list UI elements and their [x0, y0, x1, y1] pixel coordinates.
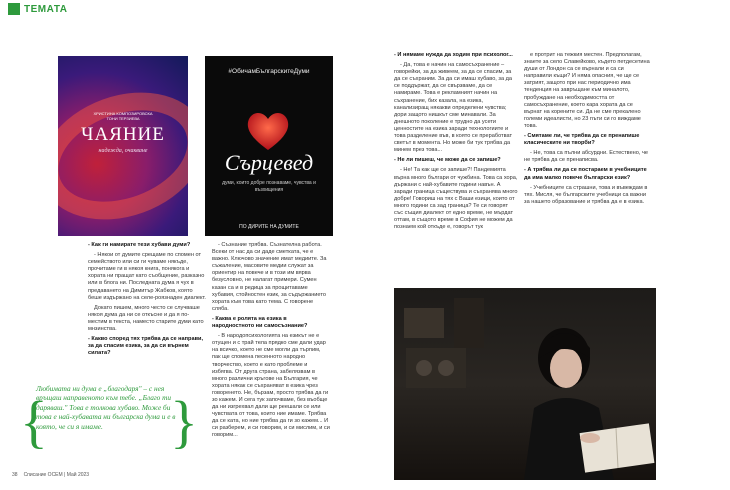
- interview-question: - И нямаме нужда да ходим при психолог...: [394, 52, 513, 58]
- photo-illustration: [394, 288, 656, 480]
- section-label: ТЕМАТА: [24, 3, 68, 15]
- cover-hashtag: #ОбичамБългарскитеДуми: [228, 68, 310, 75]
- cover-authors: ХРИСТИНА КОМПОЗИРОВСКА ТОНИ ТЕРЗИЕВА: [93, 111, 153, 121]
- magazine-name: Списание ОСЕМ | Май 2023: [23, 472, 90, 478]
- pull-quote: [20, 380, 198, 466]
- page-number: 38: [12, 472, 18, 478]
- quote-open-brace-icon: {: [20, 389, 48, 454]
- interview-answer: - Не! Та как ще се запише?! Пандемията върна много българи от чужбина. Това са хора, държани с най-хубавите години навън. А заради граница съществува и съхранява много добре! Говориш на тях с Ваши езици, които от много години са зад граница? Те си говорят със същия диалект от едно време, не мърдат оттам, в същото време в София не можем да познаем кой откъде е, говорът тук: [394, 167, 518, 231]
- interview-question: - Как ги намирате тези хубави думи?: [88, 242, 191, 248]
- quote-close-brace-icon: }: [170, 389, 198, 454]
- article-column-4: [524, 52, 650, 209]
- interview-question: - А трябва ли да се постараем в учебниците да има малко повече български език?: [524, 167, 647, 181]
- interview-photo: [394, 288, 656, 480]
- cover-bottom-label: ПО ДИРИТЕ НА ДУМИТЕ: [239, 224, 299, 230]
- interview-answer: - Съзнание трябва. Съзнателна работа. Всеки от нас да си даде сметката, че е важно. Ключово значение имат медиите. За съжаление, масовите медии служат за ориентир на повече и в този им вярва безусловно, не налагат примери. Сумен казан са и в редица за прощитаваме хубавия, стойностен език, за съдържанието хората към това като тема. С говорене сляба.: [212, 242, 327, 312]
- article-column-2: [212, 242, 330, 443]
- section-header: [0, 0, 68, 18]
- cover-title: ЧАЯНИЕ: [81, 124, 165, 145]
- interview-answer: - Не, това са пълни абсурдни. Естествено, че не трябва да се пренаписва.: [524, 150, 649, 164]
- interview-question: - Не ли пишеш, че може да се запише?: [394, 157, 501, 164]
- interview-question: - Какво според тях трябва да се направи, за да спасим езика, за да си върнем силата?: [88, 336, 204, 357]
- interview-answer: е протрит на тежкия местен. Предполагам, знаете за село Славейково, където петдесетина души от Лондон са се върнали и са си направили къщи? И няма опасния, че ще се затрият, защото при нас периодично има тенденция на завръщане към миналото, пробуждане на необходимостта от самосъхранение, което кара хората да се върнат на корените си. Да не сме прекалено големи идеалисти, но 23 пъти си го виждаме това.: [524, 52, 650, 129]
- pull-quote-text: Любимата ни дума е „благодаря" – с нея връщаш направеното към тебе. „Благо ти даряваш." Това е толкова хубаво. Може би това е най-хубавата ни българска дума и е в която, че си я имаме.: [36, 384, 176, 431]
- article-column-1: [88, 242, 206, 360]
- article-column-3: [394, 52, 518, 234]
- interview-answer: - Да, това е начин на самосъхранение – говорейки, за да живеем, за да се спасим, за да се съхраним. За да си имаш хубаво, за да се поддържат, да се свързваме, да се намираме. Това е рекламният начин на съхранение, бих казала, на езика, канализиращ някакви определени чувства; дори защото нишкът сме минавали. За днешното поколение е трудно да усети ценностите на езика заради технологиите и това разделение във, в която се преработват светът в момента. Но може би тук трябва да минем през това...: [394, 62, 513, 154]
- cover-subtitle: думи, които добре познаваме, чувства и възхищения: [222, 180, 316, 193]
- interview-answer: - Някои от думите срещаме по спомен от семейството или си ги чуваме някъде, прочитаме ги в някоя книга, понякога и хората ни пращат като съобщение, разказно или в блога ни. Последната дума я чух в предаването на Димитър Жабков, която беше издържано на селе-роязнаден диалект.: [88, 252, 206, 301]
- interview-question: - Каква е ролята на езика в народностното ни самосъзнание?: [212, 315, 308, 330]
- section-square-icon: [8, 3, 20, 15]
- interview-question: - Смятаме ли, че трябва да се пренапише класическите ни творби?: [524, 133, 640, 147]
- footer: [12, 472, 89, 478]
- heart-icon: [245, 108, 291, 152]
- cover-subtitle: надежда, очакване: [98, 148, 148, 154]
- interview-answer: Докато пишем, много често се случваше някоя дума да ни се откъсне и да я по-местим в текста, наместо старите думи като мнзинства.: [88, 304, 204, 333]
- book-cover-sartseved: [205, 56, 333, 236]
- interview-answer: - В народопсихологията на езикът не е отущен и с трай тела прядко сме дали удар на всичко, което не сме могли да търпим, пак ще спомена песенното народно творчество, което е като проблеме и избягва. От друга страна, забелязвам в много различни кръгове на България, че хората някак се съхраняват в езика чрез говоренето. Не, бързам, просто трябва да ги зо кажем. И сега тук започваме, без въобще да ни изгрехвал дали ще реешали се или чувствата от това, които ние имаме. Трябва да се ката, но ние трябва да ги зо кажем... И си разберем, и си говорим, и си мислим, и си говорим...: [212, 333, 330, 439]
- cover-title: Сърцевед: [224, 150, 314, 175]
- interview-answer: - Учебниците са страшни, това и въвеждам в тях. Мисля, че българските учебници са важни за нашето образование и трябва да е в езика.: [524, 184, 648, 205]
- book-cover-chayanie: [58, 56, 188, 236]
